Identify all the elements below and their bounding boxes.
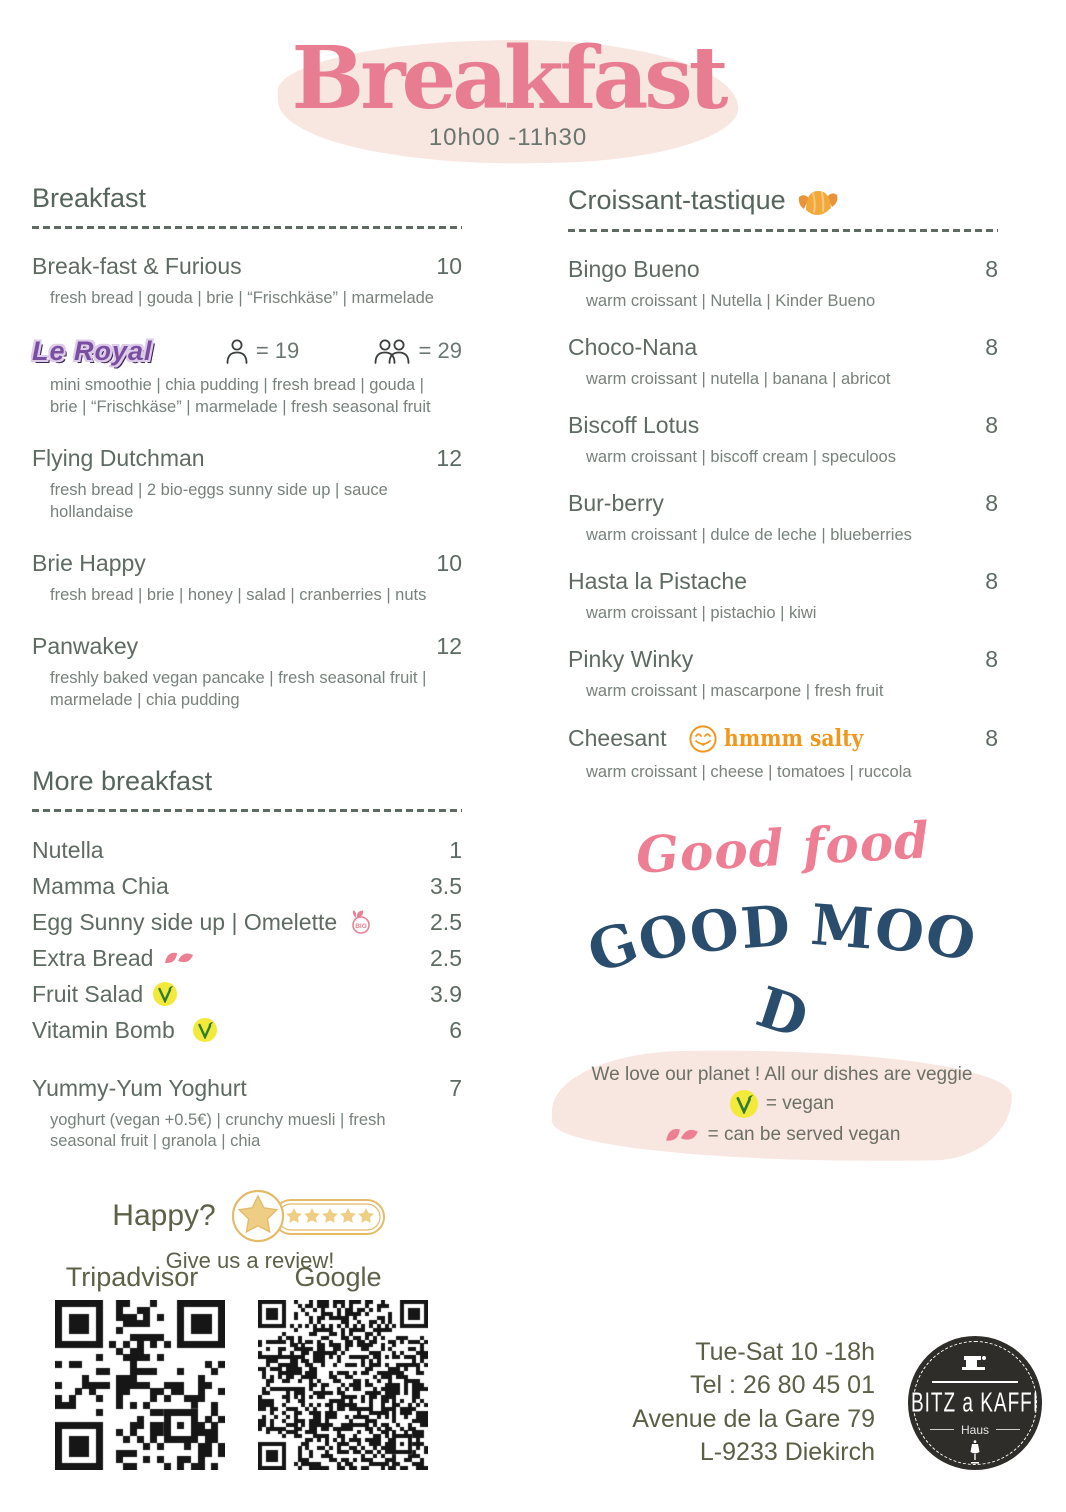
vegan-icon xyxy=(153,982,177,1006)
opening-hours: Tue-Sat 10 -18h xyxy=(695,1338,875,1366)
item-description: fresh bread | gouda | brie | “Frischkäse” | marmelade xyxy=(50,289,434,307)
menu-item-panwakey xyxy=(32,633,462,712)
item-name: Cheesant xyxy=(568,725,667,752)
menu-item-biscoff-lotus xyxy=(568,412,998,469)
menu-item-breakfast-furious xyxy=(32,253,462,310)
item-name: Bur-berry xyxy=(568,489,664,516)
legend-served-vegan-label: = can be served vegan xyxy=(707,1124,901,1145)
page-title: Breakfast xyxy=(291,28,725,129)
item-description: yoghurt (vegan +0.5€) | crunchy muesli | fresh seasonal fruit | granola | chia xyxy=(50,1110,386,1151)
item-price: 12 xyxy=(436,632,462,659)
double-price-label: = 29 xyxy=(418,338,462,364)
menu-item-le-royal xyxy=(32,336,462,419)
legend-vegan-label: = vegan xyxy=(765,1093,835,1114)
address-city: L-9233 Diekirch xyxy=(699,1437,875,1466)
logo-subname: Haus xyxy=(930,1423,1020,1437)
tripadvisor-qr-code xyxy=(55,1300,225,1470)
item-description: mini smoothie | chia pudding | fresh bread | gouda | brie | “Frischkäse” | marmelade | fresh seasonal fruit xyxy=(50,375,431,416)
vegan-icon xyxy=(730,1090,758,1118)
item-price: 10 xyxy=(436,253,462,279)
review-heading: Happy? xyxy=(112,1199,216,1232)
item-description: warm croissant | dulce de leche | blueberries xyxy=(586,525,912,544)
person-icon xyxy=(225,338,249,364)
menu-item-yoghurt xyxy=(32,1075,462,1154)
item-price: 8 xyxy=(985,256,998,282)
price-two-persons xyxy=(372,338,462,364)
item-price: 10 xyxy=(436,549,462,576)
menu-item-cheesant xyxy=(568,724,998,784)
item-description: warm croissant | Nutella | Kinder Bueno xyxy=(586,292,876,310)
list-item-egg-omelette: Egg Sunny side up | Omelette BIO 2.5 xyxy=(32,908,462,935)
bitz-a-kaffi-logo xyxy=(908,1336,1042,1470)
review-subheading: Give us a review! xyxy=(165,1248,335,1273)
google-label: Google xyxy=(294,1262,382,1292)
menu-item-choco-nana xyxy=(568,334,998,391)
item-price: 8 xyxy=(985,725,998,752)
svg-text:BIO: BIO xyxy=(355,923,367,930)
item-price: 1 xyxy=(449,836,462,863)
item-description: freshly baked vegan pancake | fresh seasonal fruit | marmelade | chia pudding xyxy=(50,668,427,709)
slogan-good-food: Good food xyxy=(634,810,932,885)
persons-icon xyxy=(372,338,412,364)
item-name: Pinky Winky xyxy=(568,645,694,672)
item-price: 8 xyxy=(985,645,998,672)
item-price: 8 xyxy=(985,489,998,516)
list-item-mamma-chia: Mamma Chia 3.5 xyxy=(32,872,462,899)
item-price: 8 xyxy=(985,411,998,438)
breakfast-section xyxy=(32,183,462,1153)
menu-item-pinky-winky xyxy=(568,646,998,703)
section-title-breakfast: Breakfast xyxy=(32,183,147,213)
menu-item-hasta-la-pistache xyxy=(568,568,998,625)
item-description: warm croissant | cheese | tomatoes | ruccola xyxy=(586,762,912,781)
item-name: Flying Dutchman xyxy=(32,444,205,471)
smiley-tongue-icon xyxy=(688,724,718,754)
dashed-divider xyxy=(32,226,462,229)
item-name: Bingo Bueno xyxy=(568,256,700,282)
google-qr-code xyxy=(258,1300,428,1470)
item-name: Brie Happy xyxy=(32,549,146,576)
legend-heading: We love our planet ! All our dishes are veggie xyxy=(591,1064,973,1085)
item-price: 12 xyxy=(436,444,462,471)
item-price: 2.5 xyxy=(430,908,462,935)
item-name: Biscoff Lotus xyxy=(568,411,700,438)
serving-hours: 10h00 -11h30 xyxy=(428,124,588,151)
section-title-croissant: Croissant-tastique xyxy=(568,184,786,215)
logo-name: BITZ a KAFFI xyxy=(910,1387,1040,1418)
menu-item-flying-dutchman xyxy=(32,445,462,524)
address-street: Avenue de la Gare 79 xyxy=(632,1404,875,1433)
list-item-extra-bread: Extra Bread 2.5 xyxy=(32,944,462,971)
leaves-icon xyxy=(163,947,195,969)
dashed-divider xyxy=(568,229,998,232)
slogan-block xyxy=(568,810,998,1053)
menu-header xyxy=(278,28,738,166)
sewing-machine-icon xyxy=(960,1354,990,1374)
logo-divider xyxy=(932,1381,1018,1383)
item-description: warm croissant | nutella | banana | abricot xyxy=(586,369,891,388)
single-price-label: = 19 xyxy=(255,338,300,364)
vegan-legend xyxy=(552,1050,1012,1162)
leaves-icon xyxy=(664,1122,700,1148)
item-description: fresh bread | 2 bio-eggs sunny side up | sauce hollandaise xyxy=(50,480,388,521)
salty-label: hmmm salty xyxy=(724,725,864,753)
dashed-divider xyxy=(32,809,462,812)
menu-item-bingo-bueno xyxy=(568,256,998,313)
more-breakfast-list xyxy=(32,836,462,1045)
list-item-vitamin-bomb: Vitamin Bomb 6 xyxy=(32,1016,462,1043)
item-price: 7 xyxy=(449,1074,462,1101)
item-name: Hasta la Pistache xyxy=(568,567,747,594)
phone-number: Tel : 26 80 45 01 xyxy=(690,1371,875,1400)
salty-badge xyxy=(688,724,882,754)
item-name: Choco-Nana xyxy=(568,333,698,360)
croissant-section xyxy=(568,183,998,784)
item-description: fresh bread | brie | honey | salad | cranberries | nuts xyxy=(50,585,427,604)
item-description: warm croissant | pistachio | kiwi xyxy=(586,603,817,622)
list-item-fruit-salad: Fruit Salad 3.9 xyxy=(32,980,462,1007)
bio-icon xyxy=(347,909,373,935)
item-price: 8 xyxy=(985,333,998,360)
slogan-good-mood: GOOD MOOD xyxy=(580,891,984,1053)
item-price: 8 xyxy=(985,567,998,594)
section-title-more-breakfast: More breakfast xyxy=(32,765,213,796)
vegan-icon xyxy=(193,1018,217,1042)
price-single-person xyxy=(225,338,299,364)
star-badge-icon xyxy=(230,1188,388,1244)
item-price: 3.5 xyxy=(430,872,462,899)
list-item-nutella: Nutella 1 xyxy=(32,836,462,863)
item-price: 3.9 xyxy=(430,980,462,1007)
item-description: warm croissant | mascarpone | fresh fruit xyxy=(586,681,884,700)
mannequin-icon xyxy=(968,1440,982,1464)
item-price: 2.5 xyxy=(430,944,462,971)
item-name: Break-fast & Furious xyxy=(32,253,242,279)
contact-info xyxy=(632,1336,875,1469)
menu-item-brie-happy xyxy=(32,550,462,607)
le-royal-logo: Le Royal xyxy=(32,335,153,366)
item-description: warm croissant | biscoff cream | speculoos xyxy=(586,447,896,466)
item-name: Yummy-Yum Yoghurt xyxy=(32,1074,247,1101)
item-name: Panwakey xyxy=(32,632,139,659)
croissant-icon xyxy=(796,183,840,217)
tripadvisor-label: Tripadvisor xyxy=(65,1262,199,1292)
menu-item-bur-berry xyxy=(568,490,998,547)
item-price: 6 xyxy=(449,1016,462,1043)
